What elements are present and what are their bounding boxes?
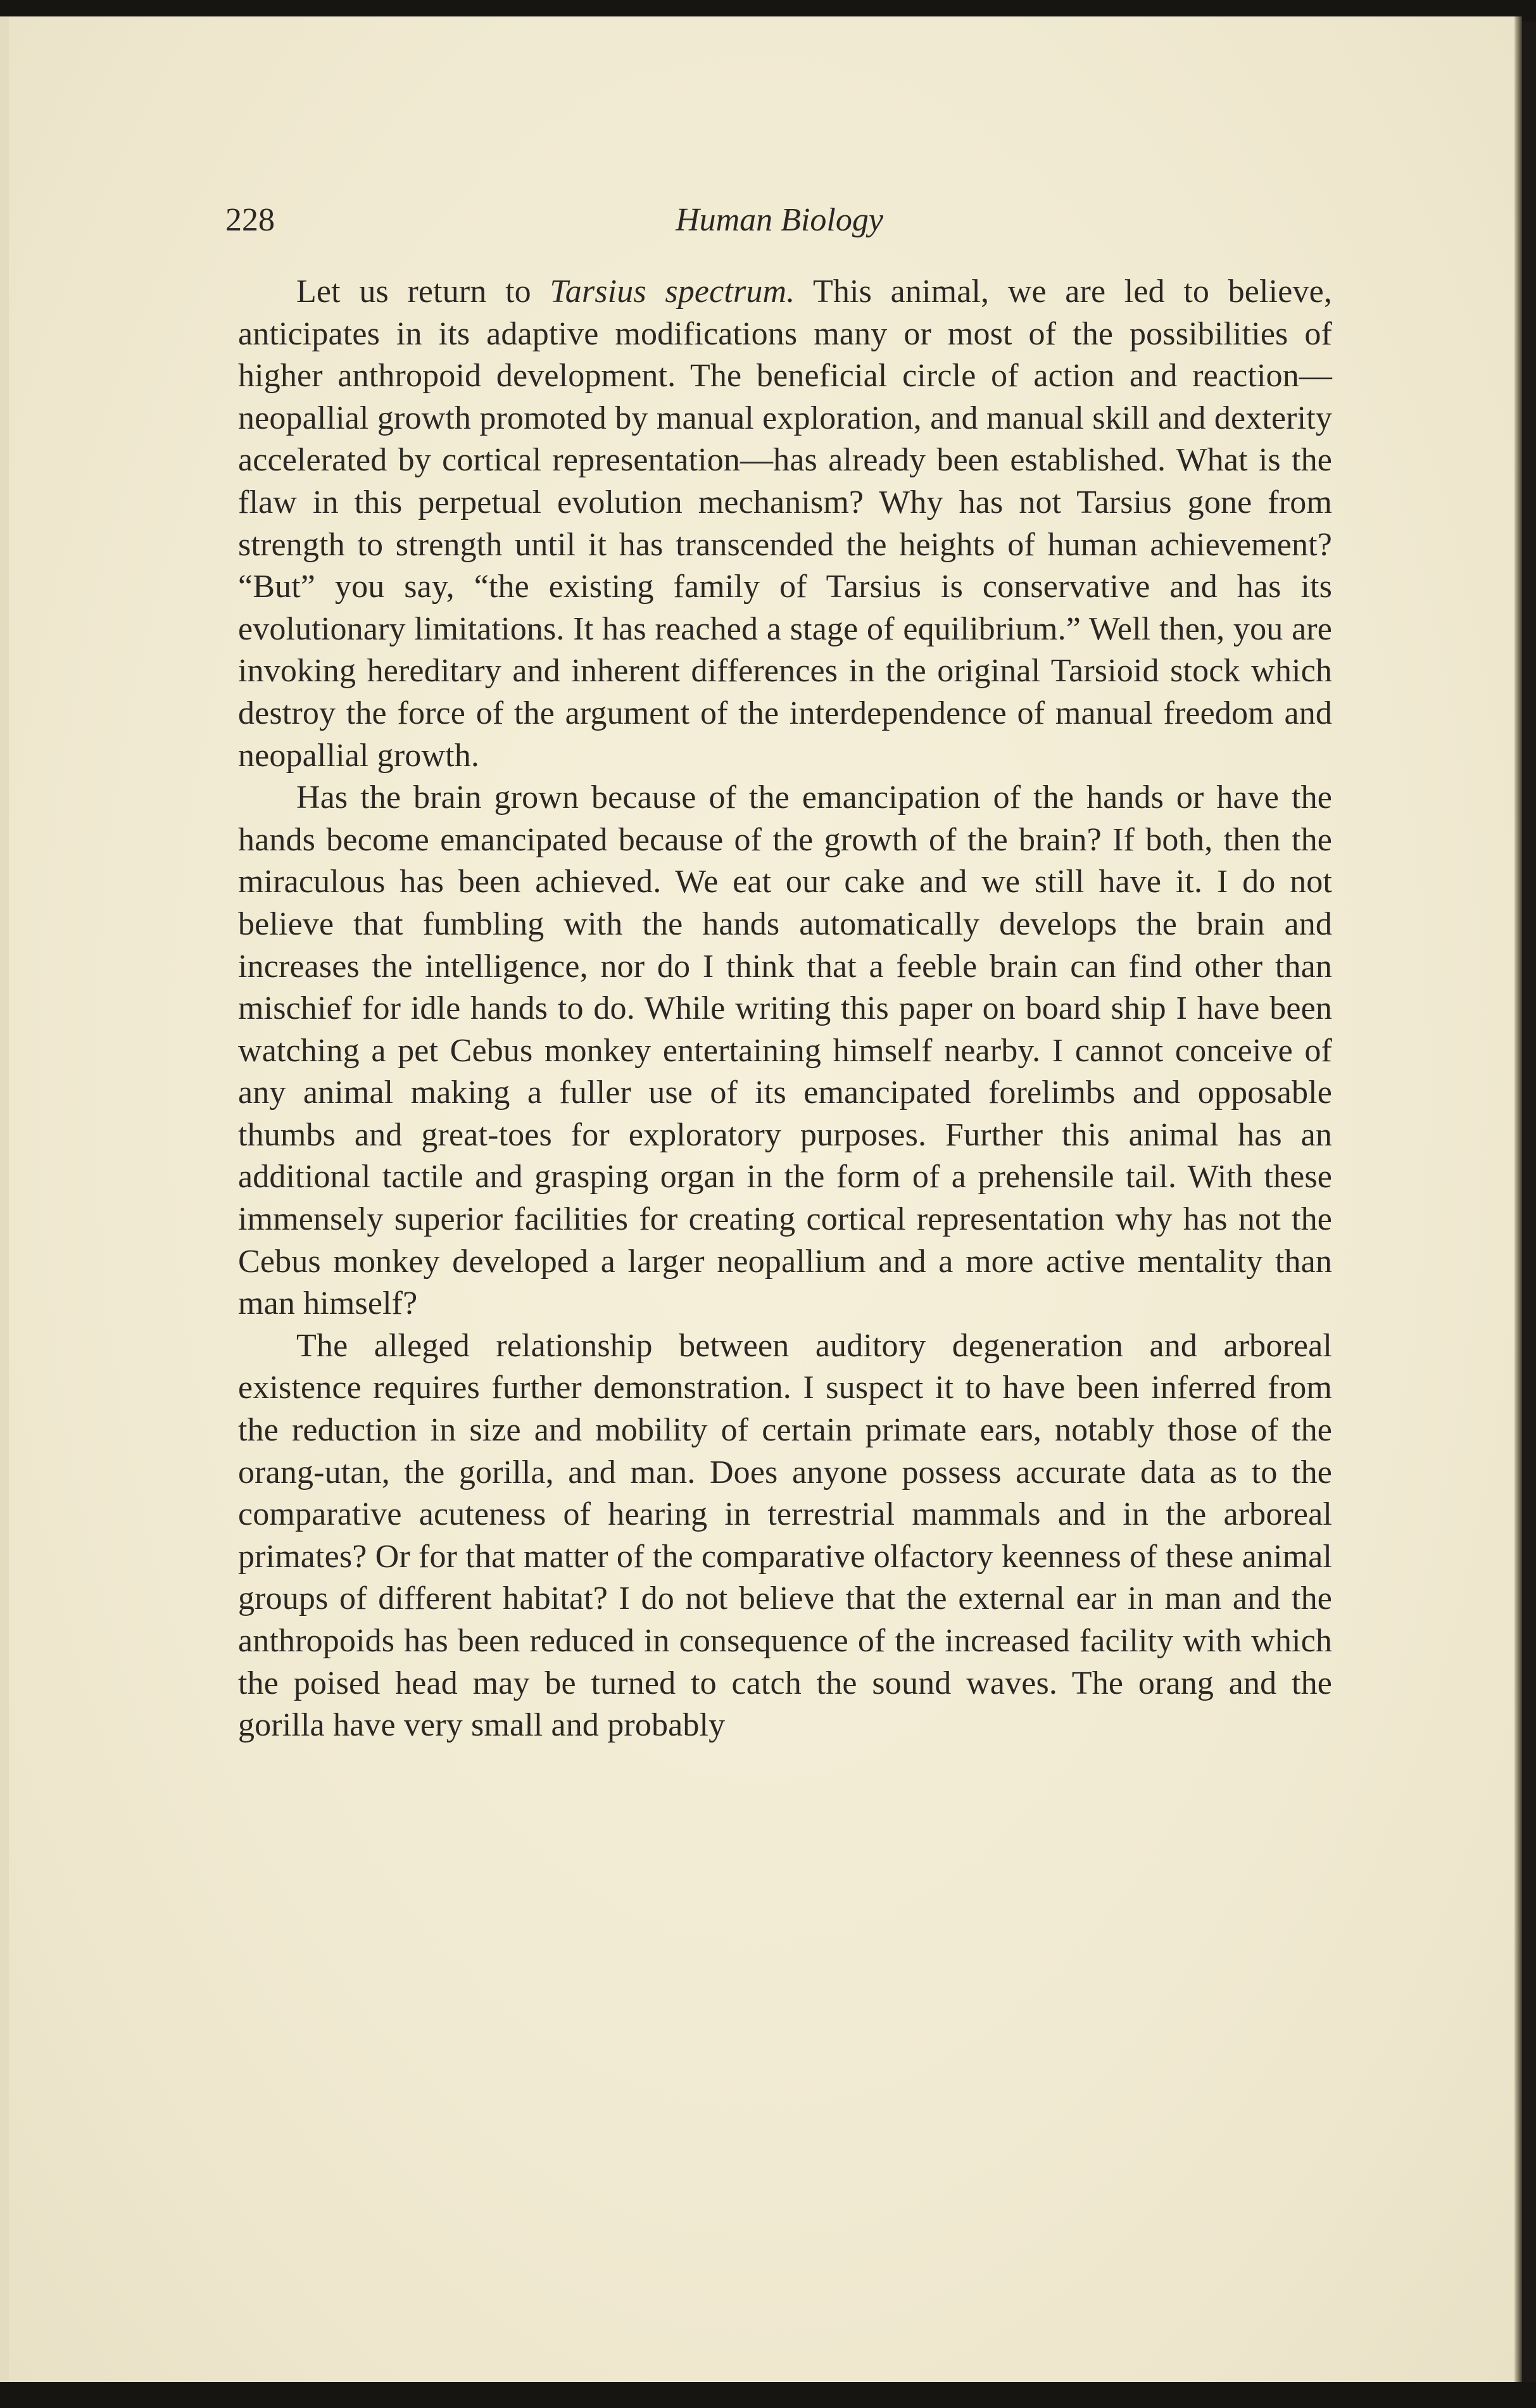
body-text bbox=[238, 271, 1332, 1747]
scan-border-bottom bbox=[0, 2382, 1536, 2408]
paragraph-1-text: This animal, we are led to believe, anticipates in its adaptive modifications many or most of the possibilities of higher anthropoid development. The beneficial circle of action and reaction—neopallial growth promoted by manual exploration, and manual skill and dexterity accelerated by cortical representation—has already been established. What is the flaw in this perpetual evolution mechanism? Why has not Tarsius gone from strength to strength until it has transcended the heights of human achievement? “But” you say, “the existing family of Tarsius is conservative and has its evolutionary limitations. It has reached a stage of equilibrium.” Well then, you are invoking hereditary and inherent differences in the original Tarsioid stock which destroy the force of the argument of the interdependence of manual freedom and neopallial growth. bbox=[238, 274, 1332, 774]
paragraph-auditory: The alleged relationship between auditory degeneration and arboreal existence requires further demonstration. I suspect it to have been inferred from the reduction in size and mobility of certain primate ears, notably those of the orang-utan, the gorilla, and man. Does anyone possess accurate data as to the comparative acuteness of hearing in terrestrial mammals and in the arboreal primates? Or for that matter of the comparative olfactory keenness of these animal groups of different habitat? I do not believe that the external ear in man and the anthropoids has been reduced in consequence of the increased facility with which the poised head may be turned to catch the sound waves. The orang and the gorilla have very small and probably bbox=[238, 1327, 1332, 1744]
running-head bbox=[225, 201, 1333, 252]
journal-title: Human Biology bbox=[676, 202, 883, 238]
page-number: 228 bbox=[225, 202, 275, 238]
page-edge-shadow bbox=[1514, 16, 1522, 2386]
paragraph-brain-hands: Has the brain grown because of the emancipation of the hands or have the hands become emancipated because of the growth of the brain? If both, then the miraculous has been achieved. We eat our cake and we still have it. I do not believe that fumbling with the hands automatically develops the brain and increases the intelligence, nor do I think that a feeble brain can find other than mischief for idle hands to do. While writing this paper on board ship I have been watching a pet Cebus monkey entertaining himself nearby. I cannot conceive of any animal making a fuller use of its emancipated forelimbs and opposable thumbs and great-toes for exploratory purposes. Further this animal has an additional tactile and grasping organ in the form of a prehensile tail. With these immensely superior facilities for creating cortical representation why has not the Cebus monkey developed a larger neopallium and a more active mentality than man himself? bbox=[238, 779, 1332, 1322]
paragraph-1-lead: Let us return to bbox=[296, 274, 550, 310]
species-name: Tarsius spectrum. bbox=[550, 274, 795, 310]
paragraph-tarsius bbox=[238, 271, 1332, 777]
